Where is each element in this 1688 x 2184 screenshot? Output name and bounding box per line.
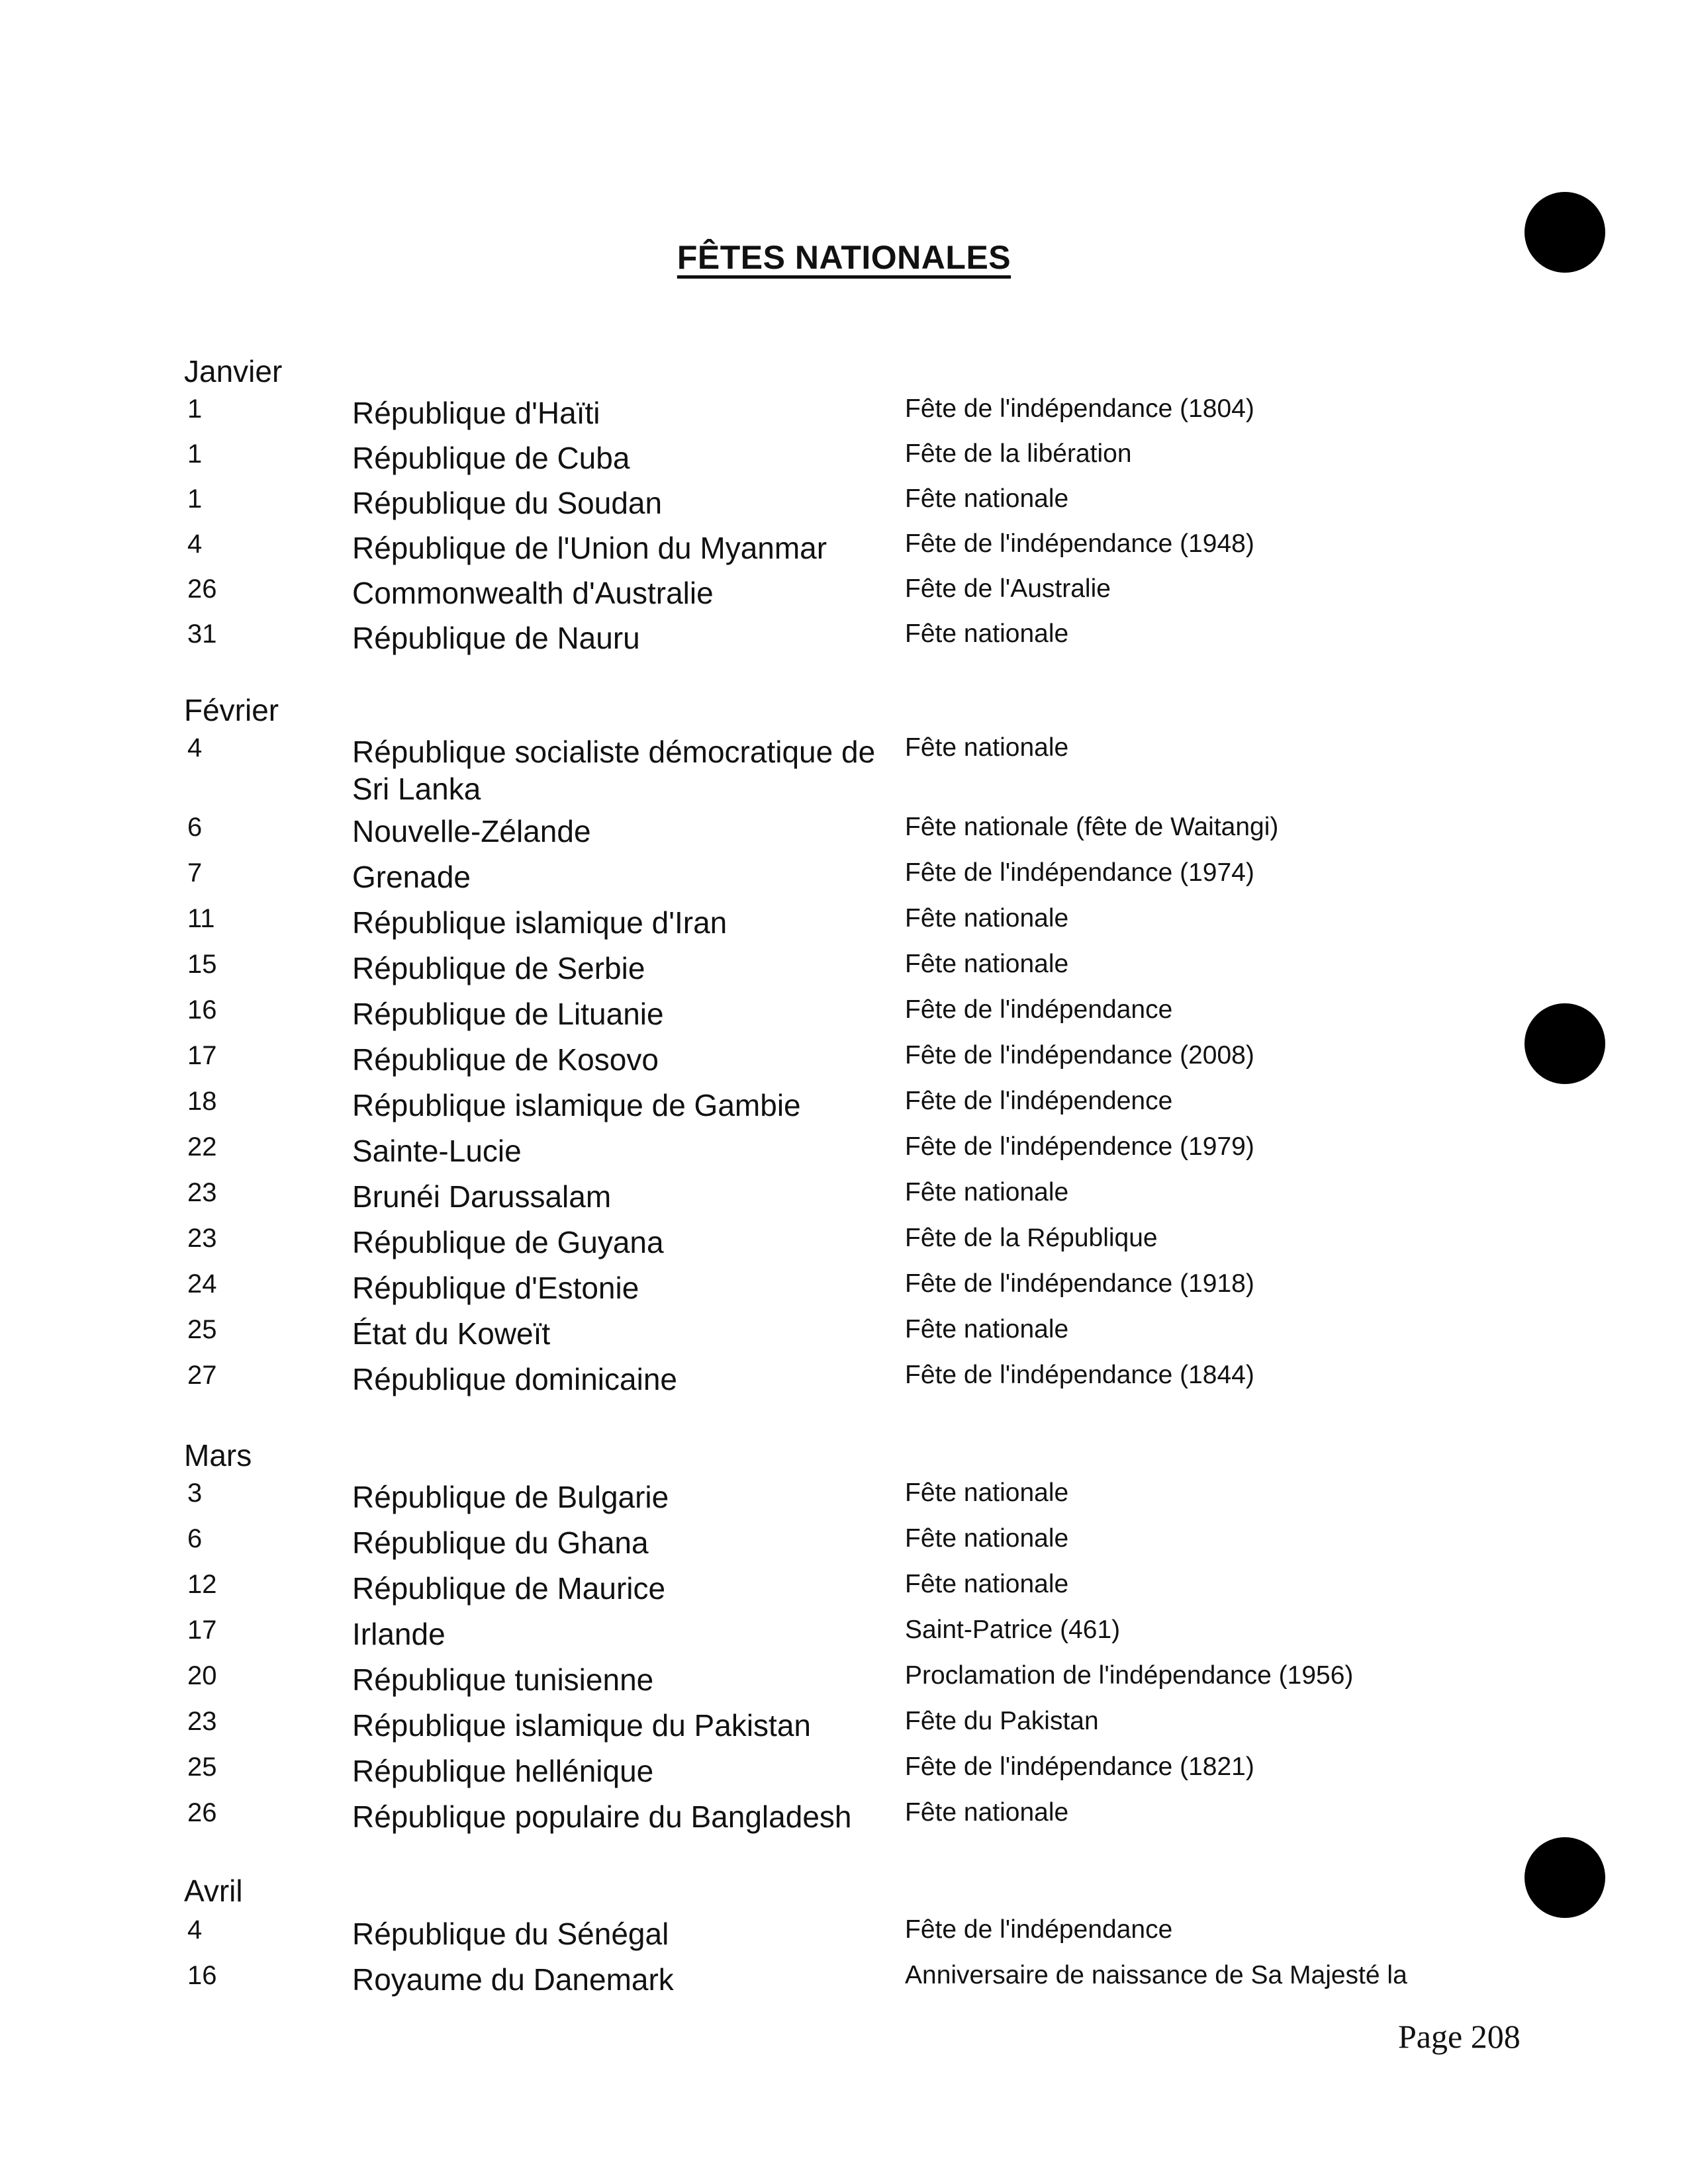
fete-description: Fête de l'indépendance — [905, 1915, 1173, 1944]
fete-description: Fête de l'indépendance — [905, 995, 1173, 1024]
fete-description: Fête nationale — [905, 950, 1069, 978]
day-number: 25 — [187, 1315, 217, 1344]
fete-description: Fête du Pakistan — [905, 1707, 1099, 1735]
fete-description: Fête nationale — [905, 484, 1069, 513]
day-number: 4 — [187, 529, 203, 559]
country-name: État du Koweït — [352, 1316, 551, 1351]
fete-description: Fête nationale — [905, 619, 1069, 648]
country-name: République de Guyana — [352, 1225, 664, 1259]
country-name: Royaume du Danemark — [352, 1962, 674, 1997]
day-number: 1 — [187, 394, 203, 424]
day-number: 23 — [187, 1224, 217, 1253]
month-heading: Mars — [184, 1438, 252, 1473]
fete-description: Fête de l'indépendance (1948) — [905, 529, 1254, 558]
fete-description: Fête de l'indépendence (1979) — [905, 1132, 1254, 1161]
day-number: 23 — [187, 1178, 217, 1207]
fete-description: Fête nationale — [905, 904, 1069, 933]
fete-description: Fête nationale — [905, 1178, 1069, 1206]
punch-hole-bottom — [1524, 1837, 1605, 1918]
country-name: République islamique du Pakistan — [352, 1708, 811, 1743]
country-name: République du Ghana — [352, 1525, 649, 1560]
fete-description: Fête de l'indépendance (1844) — [905, 1361, 1254, 1389]
day-number: 7 — [187, 858, 203, 887]
fete-description: Fête de la libération — [905, 439, 1132, 468]
day-number: 16 — [187, 995, 217, 1024]
day-number: 18 — [187, 1087, 217, 1116]
country-name: République de Maurice — [352, 1571, 666, 1606]
day-number: 23 — [187, 1707, 217, 1736]
country-name: République de Lituanie — [352, 997, 664, 1031]
fete-description: Fête de l'indépendance (1804) — [905, 394, 1254, 423]
punch-hole-middle — [1524, 1003, 1605, 1084]
day-number: 26 — [187, 574, 217, 604]
day-number: 4 — [187, 1915, 203, 1944]
day-number: 24 — [187, 1269, 217, 1298]
fete-description: Fête nationale — [905, 1479, 1069, 1507]
country-name: République d'Haïti — [352, 396, 600, 430]
page-title: FÊTES NATIONALES — [677, 239, 1011, 276]
day-number: 3 — [187, 1479, 203, 1508]
fete-description: Fête de la République — [905, 1224, 1158, 1252]
fete-description: Proclamation de l'indépendance (1956) — [905, 1661, 1354, 1690]
day-number: 1 — [187, 484, 203, 514]
month-heading: Février — [184, 693, 279, 727]
punch-hole-top — [1524, 192, 1605, 273]
country-name: République de l'Union du Myanmar — [352, 531, 827, 565]
country-name: Brunéi Darussalam — [352, 1179, 612, 1214]
day-number: 1 — [187, 439, 203, 469]
page-number: Page 208 — [1398, 2018, 1521, 2055]
fete-description: Anniversaire de naissance de Sa Majesté la — [905, 1961, 1407, 1989]
fete-description: Saint-Patrice (461) — [905, 1615, 1121, 1644]
country-name: Nouvelle-Zélande — [352, 814, 591, 848]
country-name: République de Kosovo — [352, 1042, 659, 1077]
day-number: 6 — [187, 1524, 203, 1553]
fete-description: Fête de l'indépendance (1821) — [905, 1752, 1254, 1781]
day-number: 11 — [187, 904, 215, 933]
country-name: République socialiste démocratique de Sri Lanka — [352, 735, 876, 806]
country-name: République islamique de Gambie — [352, 1088, 801, 1122]
country-name: République de Bulgarie — [352, 1480, 669, 1514]
country-name: République hellénique — [352, 1754, 654, 1788]
day-number: 17 — [187, 1041, 217, 1070]
fete-description: Fête de l'indépendance (2008) — [905, 1041, 1254, 1069]
day-number: 27 — [187, 1361, 217, 1390]
country-name: Commonwealth d'Australie — [352, 576, 714, 610]
fete-description: Fête nationale (fête de Waitangi) — [905, 813, 1279, 841]
fete-description: Fête de l'indépendance (1918) — [905, 1269, 1254, 1298]
country-name: République tunisienne — [352, 1662, 654, 1697]
fete-description: Fête de l'indépendence — [905, 1087, 1173, 1115]
country-name: République de Cuba — [352, 441, 630, 475]
day-number: 15 — [187, 950, 217, 979]
country-name: Grenade — [352, 860, 471, 894]
fete-description: Fête nationale — [905, 1315, 1069, 1343]
day-number: 26 — [187, 1798, 217, 1827]
day-number: 31 — [187, 619, 217, 649]
fete-description: Fête nationale — [905, 1570, 1069, 1598]
country-name: République islamique d'Iran — [352, 905, 727, 940]
country-name: République de Nauru — [352, 621, 640, 655]
country-name: République d'Estonie — [352, 1271, 639, 1305]
fete-description: Fête nationale — [905, 1524, 1069, 1553]
country-name: République de Serbie — [352, 951, 645, 985]
country-name: République populaire du Bangladesh — [352, 1799, 852, 1834]
fete-description: Fête nationale — [905, 733, 1069, 762]
day-number: 25 — [187, 1752, 217, 1782]
month-heading: Avril — [184, 1874, 243, 1908]
day-number: 17 — [187, 1615, 217, 1645]
fete-description: Fête de l'Australie — [905, 574, 1111, 603]
day-number: 20 — [187, 1661, 217, 1690]
day-number: 4 — [187, 733, 203, 762]
country-name: République dominicaine — [352, 1362, 677, 1396]
day-number: 12 — [187, 1570, 217, 1599]
country-name: Irlande — [352, 1617, 445, 1651]
day-number: 22 — [187, 1132, 217, 1161]
country-name: République du Soudan — [352, 486, 663, 520]
country-name: Sainte-Lucie — [352, 1134, 522, 1168]
country-name: République du Sénégal — [352, 1917, 669, 1951]
day-number: 6 — [187, 813, 203, 842]
fete-description: Fête nationale — [905, 1798, 1069, 1827]
day-number: 16 — [187, 1961, 217, 1990]
month-heading: Janvier — [184, 354, 283, 388]
fete-description: Fête de l'indépendance (1974) — [905, 858, 1254, 887]
